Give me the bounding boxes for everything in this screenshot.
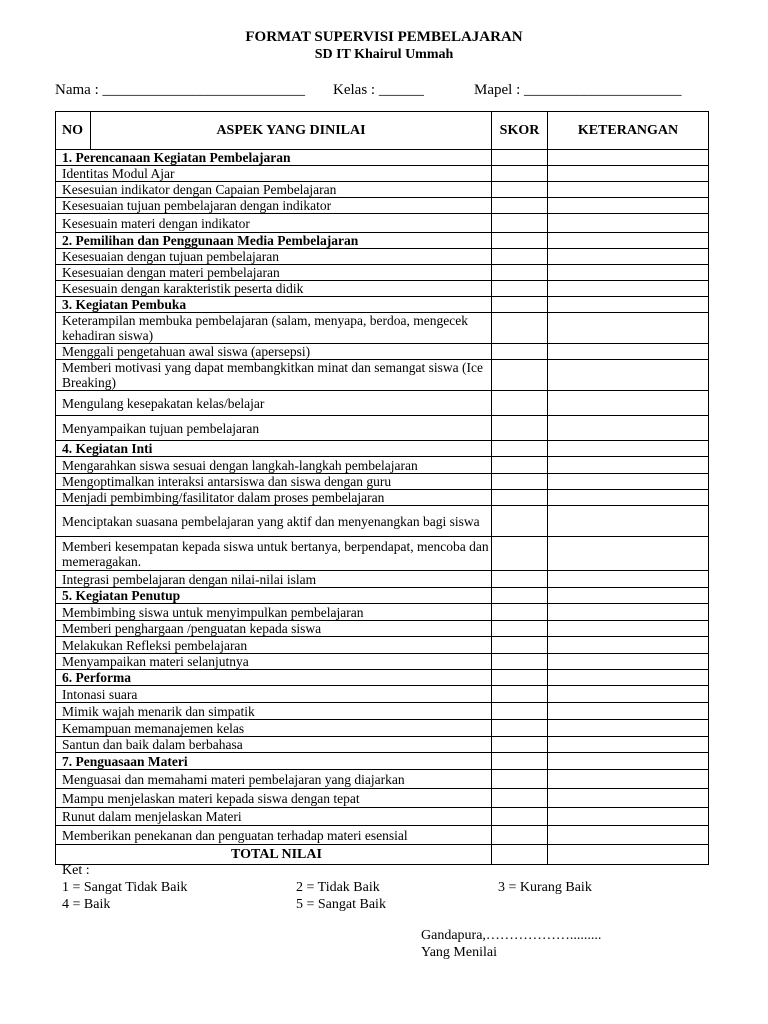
section-title: 7. Penguasaan Materi [56,753,492,770]
keterangan-cell[interactable] [548,281,709,297]
aspect-item: Runut dalam menjelaskan Materi [56,808,492,826]
total-keterangan-cell[interactable] [548,845,709,865]
section-row [56,753,709,770]
skor-cell[interactable] [492,391,548,416]
keterangan-cell[interactable] [548,416,709,441]
skor-cell[interactable] [492,604,548,621]
aspect-item: Kesesuaian tujuan pembelajaran dengan indikator [56,198,492,214]
aspect-item: Identitas Modul Ajar [56,166,492,182]
table-row [56,166,709,182]
total-row [56,845,709,865]
aspect-item: Menciptakan suasana pembelajaran yang aktif dan menyenangkan bagi siswa [56,506,492,537]
skor-cell[interactable] [492,416,548,441]
keterangan-cell[interactable] [548,182,709,198]
table-row [56,789,709,808]
skor-cell[interactable] [492,457,548,474]
skor-cell[interactable] [492,214,548,233]
keterangan-cell[interactable] [548,391,709,416]
school-name: SD IT Khairul Ummah [314,47,454,62]
aspect-item: Integrasi pembelajaran dengan nilai-nilai islam [56,571,492,588]
skor-cell[interactable] [492,789,548,808]
aspect-item: Kesesuain materi dengan indikator [56,214,492,233]
keterangan-cell[interactable] [548,703,709,720]
aspect-item: Mimik wajah menarik dan simpatik [56,703,492,720]
table-header-row [56,112,709,150]
aspect-item: Kesesuaian dengan tujuan pembelajaran [56,249,492,265]
skor-cell[interactable] [492,621,548,637]
document-title: FORMAT SUPERVISI PEMBELAJARAN [245,29,523,45]
signature-place-date: Gandapura,………………......... [421,928,602,943]
aspect-item: Menyampaikan materi selanjutnya [56,654,492,670]
section-row [56,150,709,166]
skor-cell[interactable] [492,670,548,686]
skor-cell[interactable] [492,441,548,457]
keterangan-cell[interactable] [548,720,709,737]
keterangan-cell[interactable] [548,737,709,753]
aspect-item: Menggali pengetahuan awal siswa (apersepsi) [56,344,492,360]
table-row [56,604,709,621]
total-label: TOTAL NILAI [56,845,492,865]
table-row [56,571,709,588]
skor-cell[interactable] [492,297,548,313]
aspect-item: Mengoptimalkan interaksi antarsiswa dan siswa dengan guru [56,474,492,490]
table-row [56,537,709,571]
aspect-item: Melakukan Refleksi pembelajaran [56,637,492,654]
header-no: NO [56,112,91,150]
keterangan-cell[interactable] [548,313,709,344]
aspect-item: Memberi motivasi yang dapat membangkitkan minat dan semangat siswa (Ice Breaking) [56,360,492,391]
aspect-item: Kesesuian indikator dengan Capaian Pembelajaran [56,182,492,198]
table-row [56,637,709,654]
keterangan-cell[interactable] [548,537,709,571]
skor-cell[interactable] [492,233,548,249]
section-title: 4. Kegiatan Inti [56,441,492,457]
table-row [56,360,709,391]
aspect-item: Menjadi pembimbing/fasilitator dalam proses pembelajaran [56,490,492,506]
skor-cell[interactable] [492,571,548,588]
keterangan-cell[interactable] [548,150,709,166]
skor-cell[interactable] [492,737,548,753]
skor-cell[interactable] [492,150,548,166]
keterangan-cell[interactable] [548,789,709,808]
table-row [56,737,709,753]
aspect-item: Memberi penghargaan /penguatan kepada siswa [56,621,492,637]
keterangan-cell[interactable] [548,198,709,214]
skor-cell[interactable] [492,686,548,703]
aspect-item: Memberikan penekanan dan penguatan terhadap materi esensial [56,826,492,845]
keterangan-cell[interactable] [548,654,709,670]
table-row [56,770,709,789]
section-title: 5. Kegiatan Penutup [56,588,492,604]
keterangan-cell[interactable] [548,360,709,391]
legend-score-5: 5 = Sangat Baik [296,897,386,912]
table-row [56,506,709,537]
table-row [56,416,709,441]
keterangan-cell[interactable] [548,474,709,490]
table-body [56,150,709,865]
legend-label: Ket : [62,863,90,878]
section-title: 3. Kegiatan Pembuka [56,297,492,313]
keterangan-cell[interactable] [548,604,709,621]
skor-cell[interactable] [492,770,548,789]
keterangan-cell[interactable] [548,571,709,588]
table-row [56,313,709,344]
aspect-item: Mampu menjelaskan materi kepada siswa dengan tepat [56,789,492,808]
signature-role: Yang Menilai [421,945,497,960]
mapel-field[interactable]: Mapel : _____________________ [474,82,682,98]
legend-score-1: 1 = Sangat Tidak Baik [62,880,188,895]
header-aspek: ASPEK YANG DINILAI [91,112,492,150]
skor-cell[interactable] [492,265,548,281]
aspect-item: Membimbing siswa untuk menyimpulkan pembelajaran [56,604,492,621]
nama-field[interactable]: Nama : ___________________________ [55,82,305,98]
skor-cell[interactable] [492,474,548,490]
keterangan-cell[interactable] [548,490,709,506]
keterangan-cell[interactable] [548,265,709,281]
legend-score-4: 4 = Baik [62,897,111,912]
skor-cell[interactable] [492,537,548,571]
skor-cell[interactable] [492,360,548,391]
skor-cell[interactable] [492,808,548,826]
keterangan-cell[interactable] [548,233,709,249]
skor-cell[interactable] [492,637,548,654]
keterangan-cell[interactable] [548,297,709,313]
keterangan-cell[interactable] [548,166,709,182]
table-row [56,198,709,214]
section-title: 2. Pemilihan dan Penggunaan Media Pembelajaran [56,233,492,249]
aspect-item: Memberi kesempatan kepada siswa untuk bertanya, berpendapat, mencoba dan memeragakan. [56,537,492,571]
table-row [56,391,709,416]
section-row [56,670,709,686]
table-row [56,281,709,297]
aspect-item: Keterampilan membuka pembelajaran (salam, menyapa, berdoa, mengecek kehadiran siswa) [56,313,492,344]
table-row [56,720,709,737]
keterangan-cell[interactable] [548,441,709,457]
section-row [56,441,709,457]
table-row [56,457,709,474]
table-row [56,654,709,670]
aspect-item: Intonasi suara [56,686,492,703]
skor-cell[interactable] [492,249,548,265]
aspect-item: Kesesuain dengan karakteristik peserta didik [56,281,492,297]
section-row [56,297,709,313]
keterangan-cell[interactable] [548,753,709,770]
keterangan-cell[interactable] [548,686,709,703]
aspect-item: Mengulang kesepakatan kelas/belajar [56,391,492,416]
assessment-table [55,111,709,865]
keterangan-cell[interactable] [548,621,709,637]
table-row [56,808,709,826]
keterangan-cell[interactable] [548,457,709,474]
table-row [56,826,709,845]
skor-cell[interactable] [492,506,548,537]
section-row [56,233,709,249]
skor-cell[interactable] [492,753,548,770]
skor-cell[interactable] [492,588,548,604]
table-row [56,182,709,198]
keterangan-cell[interactable] [548,588,709,604]
skor-cell[interactable] [492,281,548,297]
section-title: 1. Perencanaan Kegiatan Pembelajaran [56,150,492,166]
table-row [56,621,709,637]
aspect-item: Kesesuaian dengan materi pembelajaran [56,265,492,281]
table-row [56,214,709,233]
section-row [56,588,709,604]
aspect-item: Kemampuan memanajemen kelas [56,720,492,737]
header-keterangan: KETERANGAN [548,112,709,150]
keterangan-cell[interactable] [548,826,709,845]
table-row [56,265,709,281]
skor-cell[interactable] [492,490,548,506]
keterangan-cell[interactable] [548,506,709,537]
skor-cell[interactable] [492,654,548,670]
table-row [56,249,709,265]
aspect-item: Menguasai dan memahami materi pembelajaran yang diajarkan [56,770,492,789]
keterangan-cell[interactable] [548,808,709,826]
section-title: 6. Performa [56,670,492,686]
kelas-field[interactable]: Kelas : ______ [333,82,424,98]
skor-cell[interactable] [492,198,548,214]
header-skor: SKOR [492,112,548,150]
skor-cell[interactable] [492,182,548,198]
keterangan-cell[interactable] [548,249,709,265]
table-row [56,474,709,490]
total-skor-cell[interactable] [492,845,548,865]
legend-score-3: 3 = Kurang Baik [498,880,592,895]
skor-cell[interactable] [492,826,548,845]
skor-cell[interactable] [492,703,548,720]
aspect-item: Mengarahkan siswa sesuai dengan langkah-langkah pembelajaran [56,457,492,474]
skor-cell[interactable] [492,720,548,737]
table-row [56,344,709,360]
keterangan-cell[interactable] [548,770,709,789]
skor-cell[interactable] [492,166,548,182]
table-row [56,490,709,506]
legend-score-2: 2 = Tidak Baik [296,880,380,895]
aspect-item: Menyampaikan tujuan pembelajaran [56,416,492,441]
keterangan-cell[interactable] [548,344,709,360]
keterangan-cell[interactable] [548,637,709,654]
keterangan-cell[interactable] [548,214,709,233]
table-row [56,686,709,703]
keterangan-cell[interactable] [548,670,709,686]
skor-cell[interactable] [492,344,548,360]
skor-cell[interactable] [492,313,548,344]
table-row [56,703,709,720]
aspect-item: Santun dan baik dalam berbahasa [56,737,492,753]
